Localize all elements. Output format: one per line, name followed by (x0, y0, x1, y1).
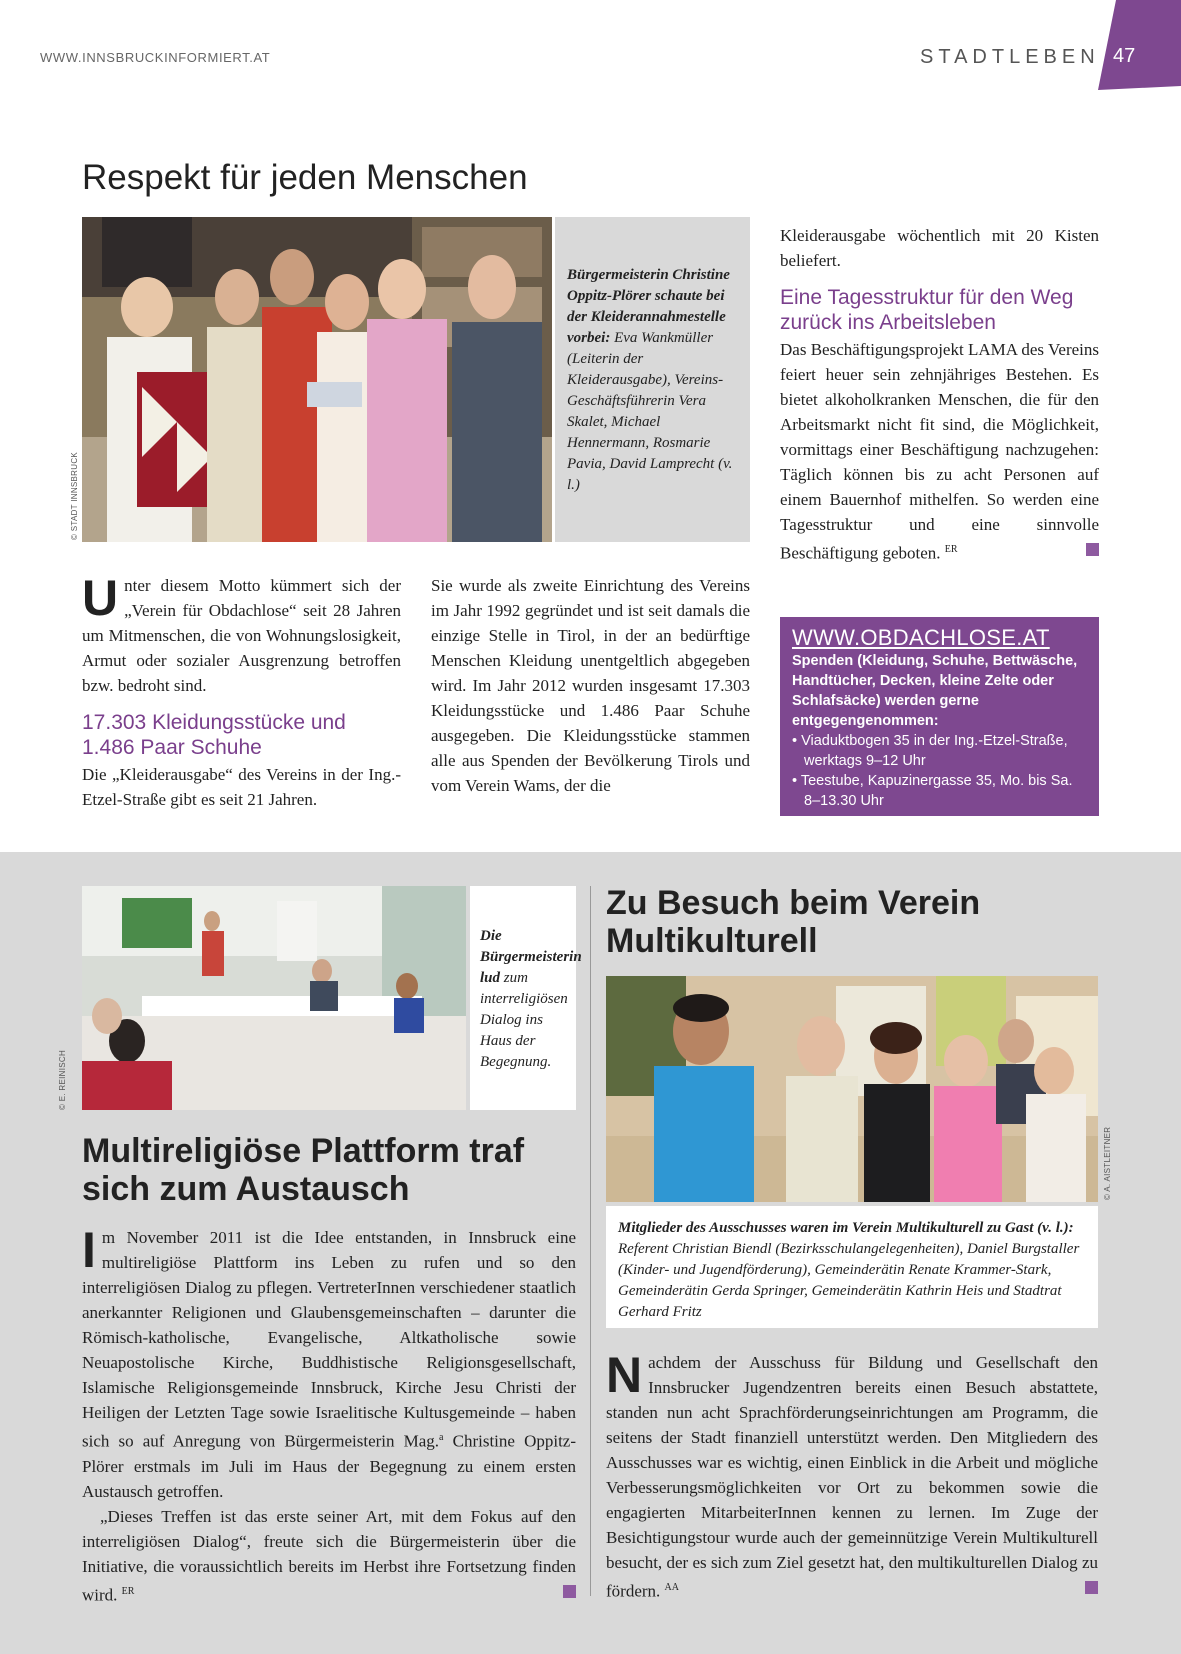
dropcap: U (82, 570, 119, 626)
subheading: Eine Tagesstruktur für den Weg zurück ins Arbeitsleben (780, 286, 1074, 334)
article1-title: Respekt für jeden Menschen (82, 158, 528, 197)
column-divider (590, 886, 591, 1596)
caption-text: zum interreligiösen Dialog ins Haus der Begegnung. (480, 970, 568, 1070)
caption-text: Eva Wankmüller (Leiterin der Kleiderausgabe), Vereins-Geschäftsführerin Vera Skalet, Michael Hennermann, Rosmarie Pavia, David Lamprecht (v. l.) (567, 330, 733, 493)
paragraph: Das Beschäftigungsprojekt LAMA des Vereins feiert heuer sein zehnjähriges Bestehen. Es bietet alkoholkranken Menschen, die für den Arbeitsmarkt nicht fit sind, die Möglichkeit, vormittags einer Beschäftigung nachzugehen: Täglich können bis zu acht Personen auf einem Bauernhof mithelfen. So werden eine Tagesstruktur und eine sinnvolle Beschäftigung geboten. (780, 340, 1099, 563)
article3-photo-caption (606, 1206, 1098, 1328)
section-label: STADTLEBEN (920, 46, 1100, 68)
paragraph: Die „Kleiderausgabe“ des Vereins in der Ing.-Etzel-Straße gibt es seit 21 Jahren. (82, 765, 401, 809)
article2-photo-credit: © E. REINISCH (58, 1049, 67, 1110)
author-initials: AA (664, 1582, 679, 1593)
site-url[interactable]: WWW.INNSBRUCKINFORMIERT.AT (40, 50, 271, 65)
caption-bold: Bürgermeisterin Christine Oppitz-Plörer schaute bei der Kleiderannahmestelle vorbei: (567, 267, 730, 346)
paragraph: Christine Oppitz-Plörer erstmals im Juli im Haus der Begegnung zu einem ersten Austausch getroffen. (82, 1431, 576, 1501)
article3-body (606, 1347, 1098, 1604)
paragraph: m November 2011 ist die Idee entstanden, in Innsbruck eine multireligiöse Plattform ins Leben zu rufen und so den interreligiösen Dialog zu pflegen. VertreterInnen verschiedener staatlich anerkannter Religionen und Glaubensgemeinschaften – darunter die Römisch-katholische, Evangelische, Altkatholische sowie Neuapostolische Kirche, Buddhistische Religionsgesellschaft, Islamische Religionsgemeinde Innsbruck, Kirche Jesu Christi der Heiligen der Letzten Tage sowie Israelitische Kultusgemeinde – haben sich so auf Anregung von Bürgermeisterin Mag. (82, 1228, 576, 1451)
page-number-tab (1098, 0, 1181, 90)
end-square-icon (563, 1585, 576, 1598)
article3-photo-credit: © A. AISTLEITNER (1103, 1126, 1112, 1200)
article3-photo (606, 976, 1098, 1202)
page-number: 47 (1113, 45, 1136, 67)
info-box-item: • Viaduktbogen 35 in der Ing.-Etzel-Straße, werktags 9–12 Uhr (792, 733, 1068, 769)
info-box-url[interactable]: WWW.OBDACHLOSE.AT (792, 625, 1050, 650)
article1-photo (82, 217, 552, 542)
article1-column2 (431, 573, 750, 798)
info-box (780, 617, 1099, 816)
paragraph: achdem der Ausschuss für Bildung und Gesellschaft den Innsbrucker Jugendzentren bereits einen Besuch abstattete, standen nun acht Sprachförderungseinrichtungen am Programm, die seitens der Stadt finanziell unterstützt werden. Den Mitgliedern des Ausschusses war es wichtig, einen Einblick in die Arbeit und mögliche Verbesserungsmöglichkeiten vor Ort zu bekommen sowie die engagierten MitarbeiterInnen kennen zu lernen. Im Zuge der Besichtigungstour wurde auch der gemeinnützige Verein Multikulturell besucht, der es sich zum Ziel gesetzt hat, den multikulturellen Dialog zu fördern. (606, 1353, 1098, 1601)
author-initials: ER (944, 544, 958, 555)
author-initials: ER (121, 1585, 135, 1597)
caption-bold: Mitglieder des Ausschusses waren im Verein Multikulturell zu Gast (v. l.): (618, 1220, 1074, 1236)
article2-photo-caption (470, 886, 582, 1110)
caption-text: Referent Christian Biendl (Bezirksschulangelegenheiten), Daniel Burgstaller (Kinder- und Jugendförderung), Gemeinderätin Renate Krammer-Stark, Gemeinderätin Gerda Springer, Gemeinderätin Kathrin Heis und Stadtrat Gerhard Fritz (618, 1241, 1080, 1320)
info-box-description: Spenden (Kleidung, Schuhe, Bettwäsche, Handtücher, Decken, kleine Zelte oder Schlafsäcke) werden gerne entgegengenommen: (792, 653, 1078, 729)
dropcap: N (606, 1347, 643, 1403)
article1-photo-caption (555, 217, 750, 542)
subheading: 17.303 Kleidungsstücke und 1.486 Paar Schuhe (82, 711, 346, 759)
paragraph: Sie wurde als zweite Einrichtung des Vereins im Jahr 1992 gegründet und ist seit damals die einzige Stelle in Tirol, in der an bedürftige Menschen Kleidung unentgeltlich abgegeben wird. Im Jahr 2012 wurden insgesamt 17.303 Kleidungsstücke und 1.486 Paar Schuhe ausgegeben. Die Kleidungsstücke stammen alle aus Spenden der Bevölkerung Tirols und vom Verein Wams, der die (431, 576, 750, 795)
article1-photo-credit: © STADT INNSBRUCK (70, 451, 79, 540)
end-square-icon (1085, 1581, 1098, 1594)
paragraph: nter diesem Motto kümmert sich der „Verein für Obdachlose“ seit 28 Jahren um Mitmenschen, die von Wohnungslosigkeit, Armut oder sozialer Ausgrenzung betroffen bzw. bedroht sind. (82, 576, 401, 695)
article2-body (82, 1222, 576, 1607)
article1-column3 (780, 223, 1099, 566)
article2-title: Multireligiöse Plattform traf sich zum Austausch (82, 1132, 525, 1208)
paragraph: Kleiderausgabe wöchentlich mit 20 Kisten beliefert. (780, 226, 1099, 270)
paragraph: „Dieses Treffen ist das erste seiner Art, mit dem Fokus auf den interreligiösen Dialog“, freute sich die Bürgermeisterin über die Initiative, die voraussichtlich bereits im Herbst ihre Fortsetzung finden wird. (82, 1506, 576, 1605)
end-square-icon (1086, 543, 1099, 556)
article1-column1 (82, 570, 401, 812)
article3-title: Zu Besuch beim Verein Multikulturell (606, 884, 981, 960)
article2-photo (82, 886, 466, 1110)
dropcap: I (82, 1222, 96, 1278)
superscript: a (439, 1432, 444, 1443)
caption-bold: Die Bürgermeisterin lud (480, 928, 582, 986)
info-box-item: • Teestube, Kapuzinergasse 35, Mo. bis Sa. 8–13.30 Uhr (792, 773, 1073, 809)
